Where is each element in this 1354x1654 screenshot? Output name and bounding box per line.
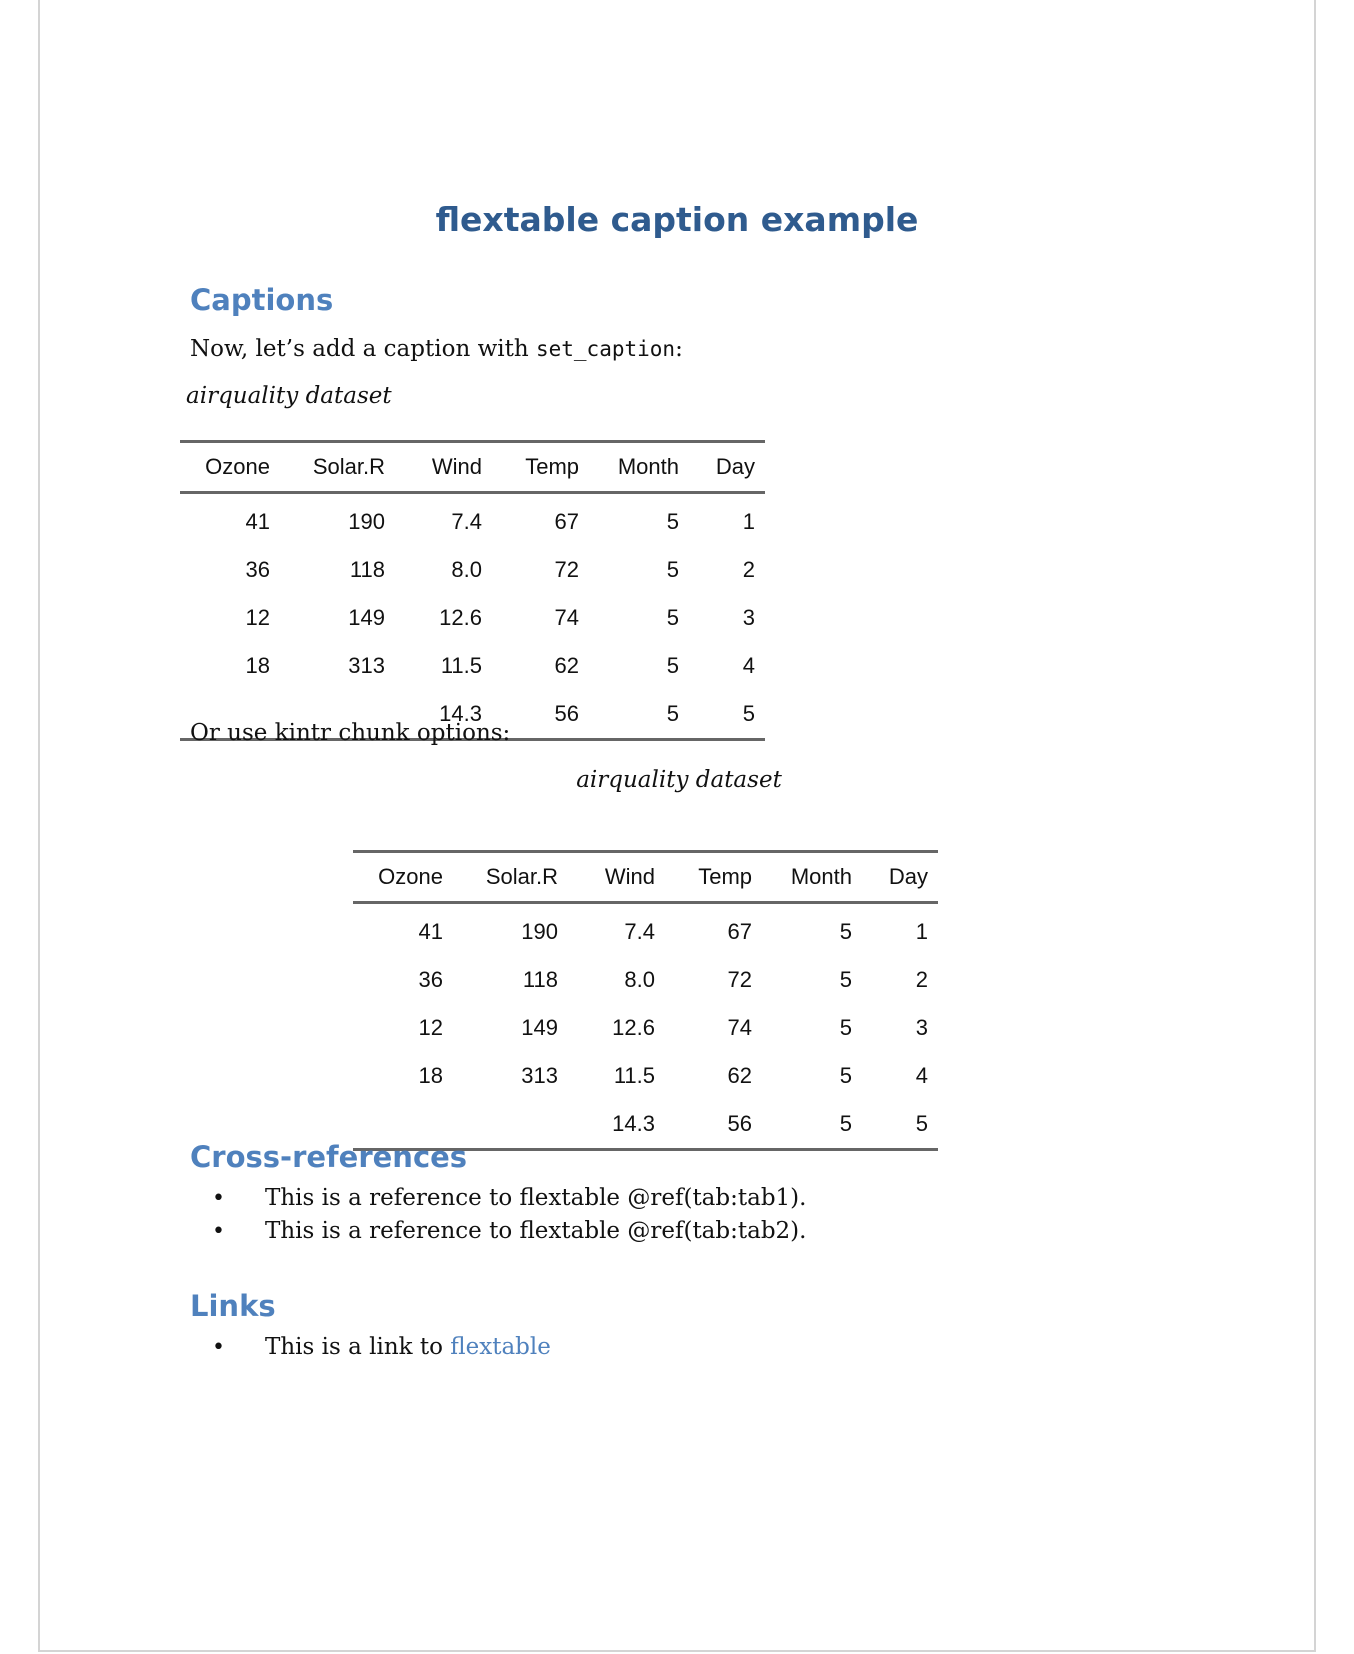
table-cell: 7.4: [624, 919, 655, 944]
table-row: [180, 642, 765, 690]
table-cell: 11.5: [440, 653, 482, 678]
table1-col-ozone: Ozone: [180, 442, 280, 493]
table2-caption: airquality dataset: [576, 767, 782, 793]
list-item: [190, 1182, 806, 1215]
table-cell: 5: [666, 509, 679, 534]
crossref-item-2: This is a reference to flextable @ref(tab:tab2).: [265, 1218, 807, 1244]
table1-col-month: Month: [589, 442, 689, 493]
table1-header: [180, 442, 765, 493]
table-cell: 1: [742, 509, 755, 534]
table-cell: 149: [348, 605, 385, 630]
bullet-icon: •: [212, 1186, 225, 1211]
table-cell: 12.6: [612, 1015, 655, 1040]
bullet-icon: •: [212, 1219, 225, 1244]
table-cell: 8.0: [624, 967, 655, 992]
table-cell: 313: [348, 653, 385, 678]
table2-col-solar: Solar.R: [453, 852, 568, 903]
table2-col-ozone: Ozone: [353, 852, 453, 903]
table-cell: 56: [727, 1111, 752, 1136]
table-cell: 5: [666, 605, 679, 630]
table-cell: 67: [727, 919, 752, 944]
table-row: [353, 1052, 938, 1100]
table1-col-temp: Temp: [492, 442, 589, 493]
table-cell: 5: [839, 967, 852, 992]
table-cell: 313: [521, 1063, 558, 1088]
table-row: [180, 546, 765, 594]
list-item: [190, 1215, 806, 1248]
table-cell: 36: [245, 557, 270, 582]
table-cell: 5: [666, 701, 679, 726]
table-row: [180, 594, 765, 642]
table-cell: 72: [554, 557, 579, 582]
table-cell: 4: [742, 653, 755, 678]
table-cell: 12: [418, 1015, 443, 1040]
table-cell: 3: [742, 605, 755, 630]
table-cell: 5: [839, 1015, 852, 1040]
table-cell: 18: [245, 653, 270, 678]
table-cell: 62: [554, 653, 579, 678]
table-cell: 41: [418, 919, 443, 944]
table1: [180, 440, 765, 741]
crossref-list: [190, 1182, 806, 1248]
table-cell: 190: [521, 919, 558, 944]
table-cell: 5: [666, 557, 679, 582]
table-cell: 5: [742, 701, 755, 726]
table-row: [353, 903, 938, 957]
kintr-text: Or use kintr chunk options:: [190, 720, 511, 746]
table1-caption: airquality dataset: [186, 383, 392, 409]
table-cell: 5: [839, 1111, 852, 1136]
table-cell: 5: [915, 1111, 928, 1136]
table2-col-wind: Wind: [568, 852, 665, 903]
table2-col-day: Day: [862, 852, 938, 903]
table-cell: 3: [915, 1015, 928, 1040]
table-cell: 5: [666, 653, 679, 678]
table1-body: [180, 493, 765, 740]
link-item-prefix: This is a link to: [265, 1334, 451, 1360]
table-cell: 8.0: [451, 557, 482, 582]
document-title: flextable caption example: [435, 200, 919, 239]
table2-col-month: Month: [762, 852, 862, 903]
table-row: [180, 493, 765, 547]
table-row: [353, 956, 938, 1004]
bullet-icon: •: [212, 1335, 225, 1360]
table-cell: 2: [742, 557, 755, 582]
table1-col-wind: Wind: [395, 442, 492, 493]
heading-links: Links: [190, 1289, 276, 1323]
table1-col-solar: Solar.R: [280, 442, 395, 493]
table-cell: 18: [418, 1063, 443, 1088]
table-cell: 74: [554, 605, 579, 630]
table-cell: [453, 1100, 568, 1150]
table-cell: 12.6: [439, 605, 482, 630]
heading-captions: Captions: [190, 283, 334, 317]
table-cell: 5: [839, 1063, 852, 1088]
table-cell: 56: [554, 701, 579, 726]
table-cell: 11.5: [613, 1063, 655, 1088]
table1-col-day: Day: [689, 442, 765, 493]
document-page: [38, 0, 1316, 1652]
crossref-item-1: This is a reference to flextable @ref(tab:tab1).: [265, 1185, 807, 1211]
table-cell: 1: [915, 919, 928, 944]
flextable-link[interactable]: flextable: [450, 1334, 551, 1360]
table2: [353, 850, 938, 1151]
table-cell: 118: [522, 967, 558, 992]
table-cell: 36: [418, 967, 443, 992]
table-cell: 2: [915, 967, 928, 992]
table2-header: [353, 852, 938, 903]
table-cell: 14.3: [612, 1111, 655, 1136]
captions-intro: [190, 336, 683, 362]
table-row: [353, 1004, 938, 1052]
links-list: [190, 1331, 551, 1364]
table-cell: 67: [554, 509, 579, 534]
table2-body: [353, 903, 938, 1150]
table-cell: 12: [245, 605, 270, 630]
table-cell: 14.3: [439, 701, 482, 726]
list-item: [190, 1331, 551, 1364]
table-cell: 72: [727, 967, 752, 992]
set-caption-code: set_caption: [535, 337, 676, 361]
table-cell: 118: [349, 557, 385, 582]
table-cell: 74: [727, 1015, 752, 1040]
table-cell: 41: [245, 509, 270, 534]
table-cell: 7.4: [451, 509, 482, 534]
captions-intro-prefix: Now, let’s add a caption with: [190, 336, 536, 362]
table-cell: 190: [348, 509, 385, 534]
captions-intro-suffix: :: [675, 336, 683, 362]
table-cell: 62: [727, 1063, 752, 1088]
heading-cross-references: Cross-references: [190, 1140, 468, 1174]
table-cell: 5: [839, 919, 852, 944]
table-cell: 4: [915, 1063, 928, 1088]
table2-col-temp: Temp: [665, 852, 762, 903]
table-cell: 149: [521, 1015, 558, 1040]
